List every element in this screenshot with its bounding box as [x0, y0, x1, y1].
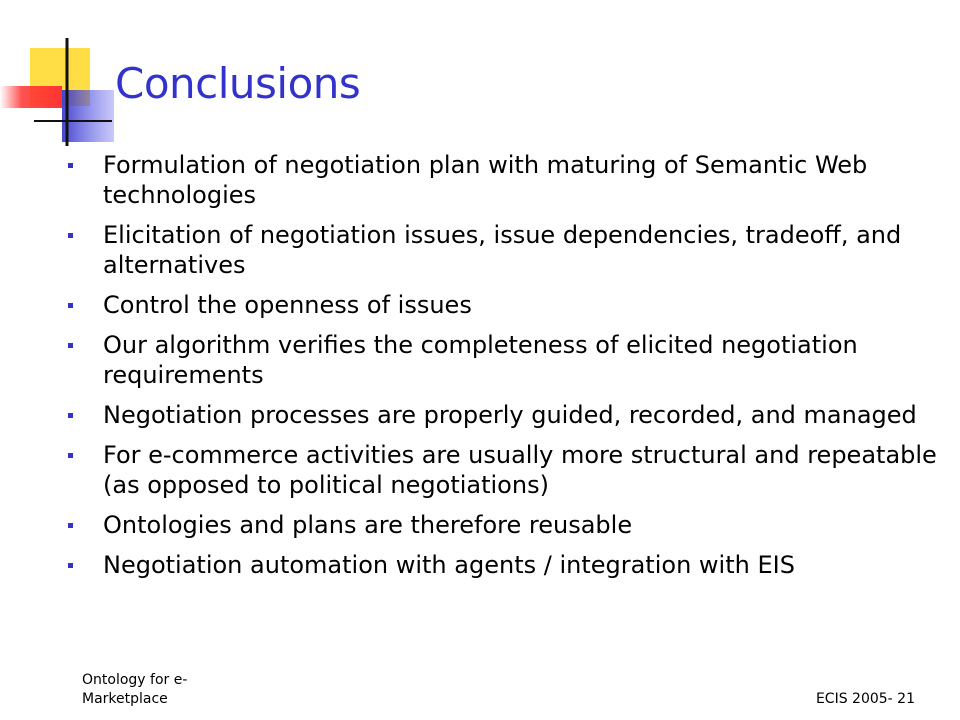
square-bullet-icon — [68, 343, 73, 348]
bullet-list — [66, 150, 946, 590]
bullet-item — [66, 510, 946, 540]
bullet-text: Ontologies and plans are therefore reusable — [103, 511, 633, 539]
bullet-text: Our algorithm verifies the completeness of elicited negotiation requirements — [103, 331, 858, 389]
bullet-item — [66, 550, 946, 580]
bullet-text: Control the openness of issues — [103, 291, 472, 319]
bullet-item — [66, 290, 946, 320]
bullet-item — [66, 400, 946, 430]
red-bar — [0, 86, 62, 108]
bullet-item — [66, 330, 946, 390]
bullet-item — [66, 150, 946, 210]
bullet-item — [66, 220, 946, 280]
title-decoration — [0, 0, 120, 160]
blue-square — [62, 90, 114, 142]
bullet-text: Formulation of negotiation plan with maturing of Semantic Web technologies — [103, 151, 868, 209]
bullet-text: Elicitation of negotiation issues, issue dependencies, tradeoff, and alternatives — [103, 221, 902, 279]
bullet-text: For e-commerce activities are usually more structural and repeatable (as opposed to political negotiations) — [103, 441, 937, 499]
square-bullet-icon — [68, 523, 73, 528]
bullet-item — [66, 440, 946, 500]
square-bullet-icon — [68, 563, 73, 568]
square-bullet-icon — [68, 453, 73, 458]
footer-slide-number: ECIS 2005- 21 — [815, 691, 915, 707]
bullet-text: Negotiation processes are properly guided, recorded, and managed — [103, 401, 917, 429]
square-bullet-icon — [68, 163, 73, 168]
square-bullet-icon — [68, 233, 73, 238]
square-bullet-icon — [68, 303, 73, 308]
footer-left-text: Ontology for e-Marketplace — [82, 672, 188, 707]
slide-title: Conclusions — [115, 59, 361, 108]
square-bullet-icon — [68, 413, 73, 418]
bullet-text: Negotiation automation with agents / integration with EIS — [103, 551, 795, 579]
